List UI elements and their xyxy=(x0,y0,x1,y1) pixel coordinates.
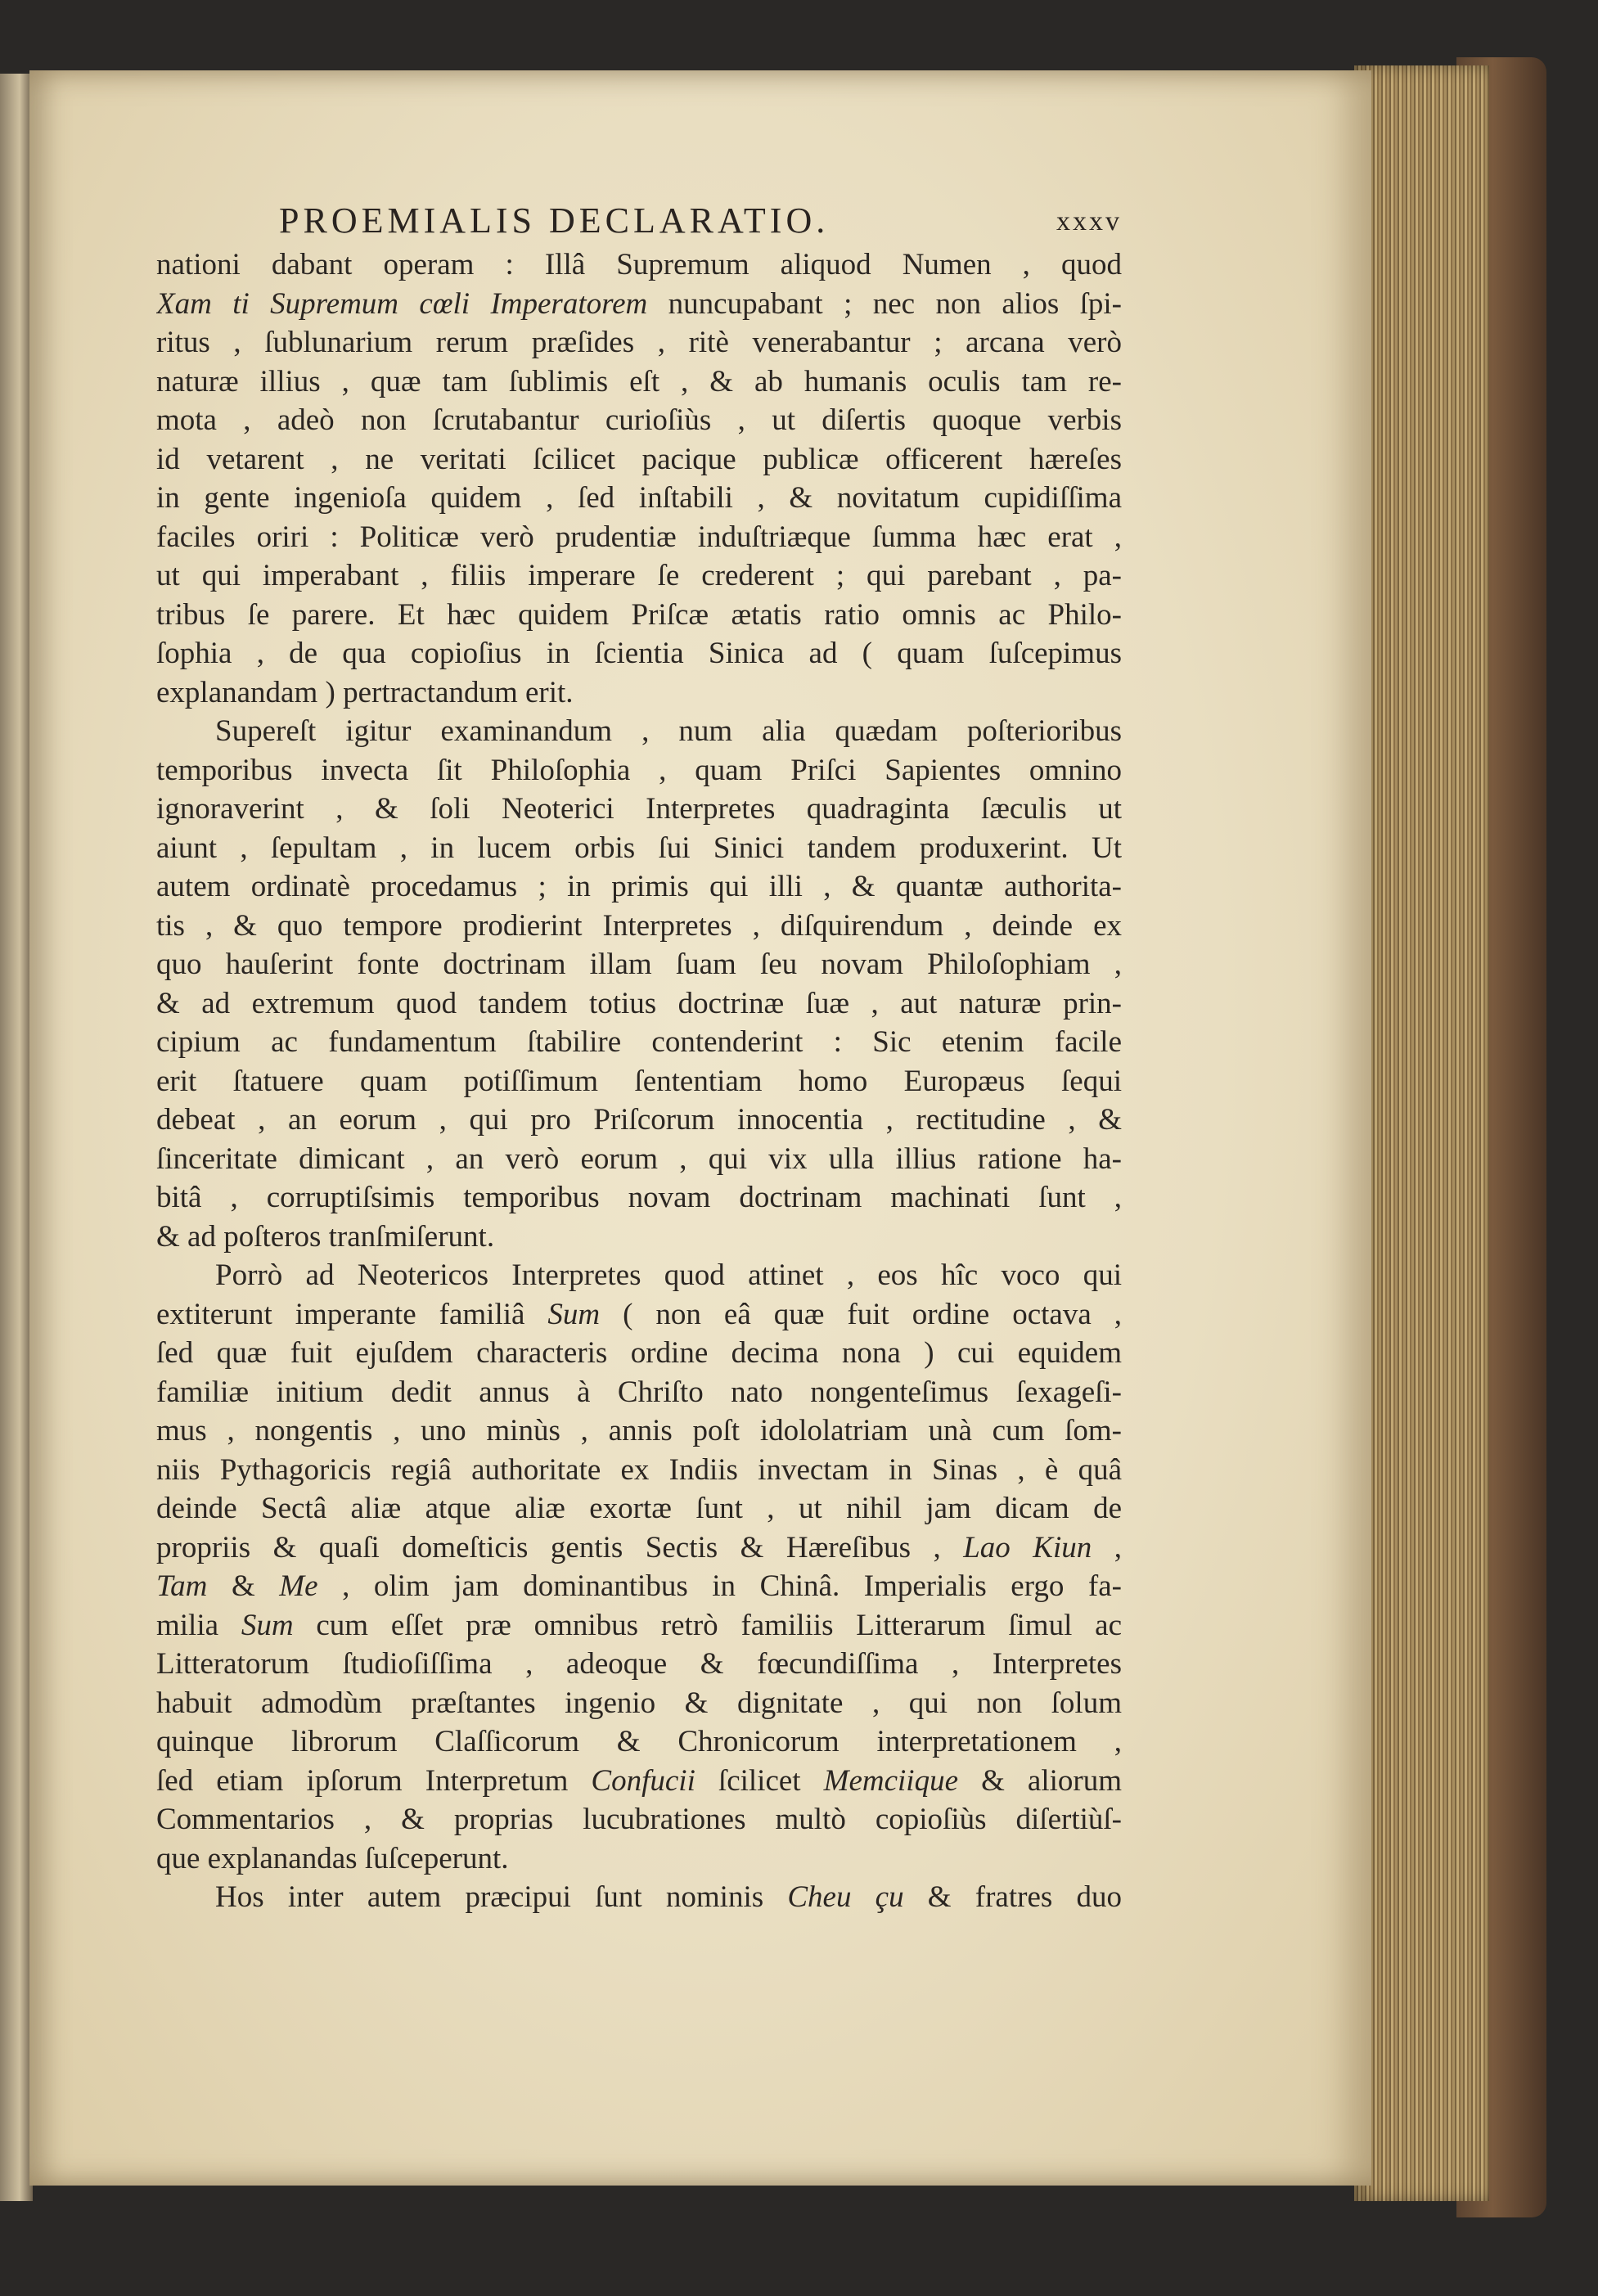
text-segment: ( non eâ quæ fuit ordine octava , xyxy=(600,1297,1122,1331)
text-segment: & xyxy=(207,1569,280,1603)
text-line xyxy=(156,634,1122,673)
text-line xyxy=(156,1839,1122,1879)
text-line xyxy=(156,1140,1122,1179)
text-line xyxy=(156,556,1122,596)
text-segment: que explanandas ſuſceperunt. xyxy=(156,1841,509,1875)
text-segment: & aliorum xyxy=(958,1763,1122,1798)
text-line xyxy=(156,285,1122,324)
text-segment: ſophia , de qua copioſius in ſcientia Sinica ad ( quam ſuſcepimus xyxy=(156,637,1122,670)
text-segment: bitâ , corruptiſsimis temporibus novam doctrinam machinati ſunt , xyxy=(156,1181,1122,1214)
body-text xyxy=(156,245,1122,1917)
text-line xyxy=(156,440,1122,479)
text-segment: quinque librorum Claſſicorum & Chronicorum interpretationem , xyxy=(156,1725,1122,1758)
text-segment: ſed etiam ipſorum Interpretum xyxy=(156,1763,592,1798)
text-segment: ſcilicet xyxy=(695,1763,824,1798)
text-line xyxy=(156,829,1122,868)
text-segment: mota , adeò non ſcrutabantur curioſiùs , ut diſertis quoque verbis xyxy=(156,403,1122,437)
paragraph xyxy=(156,1878,1122,1917)
text-line xyxy=(156,1178,1122,1218)
text-line xyxy=(156,1645,1122,1684)
text-line xyxy=(156,1684,1122,1723)
text-line xyxy=(156,518,1122,557)
text-line xyxy=(156,673,1122,713)
text-line xyxy=(156,945,1122,984)
text-line xyxy=(156,1101,1122,1140)
text-segment: habuit admodùm præſtantes ingenio & dignitate , qui non ſolum xyxy=(156,1686,1122,1720)
text-line xyxy=(156,245,1122,285)
text-line xyxy=(156,907,1122,946)
text-segment: erit ſtatuere quam potiſſimum ſententiam homo Europæus ſequi xyxy=(156,1064,1122,1098)
text-line xyxy=(156,1528,1122,1568)
text-line xyxy=(156,1762,1122,1801)
text-segment: debeat , an eorum , qui pro Priſcorum innocentia , rectitudine , & xyxy=(156,1103,1122,1137)
text-segment: Porrò ad Neotericos Interpretes quod attinet , eos hîc voco qui xyxy=(215,1258,1122,1292)
text-segment: ſinceritate dimicant , an verò eorum , qui vix ulla illius ratione ha- xyxy=(156,1141,1122,1176)
text-segment: naturæ illius , quæ tam ſublimis eſt , & ab humanis oculis tam re- xyxy=(156,364,1122,398)
page-number: xxxv xyxy=(1056,206,1122,236)
running-title: PROEMIALIS DECLARATIO. xyxy=(279,200,830,241)
text-segment: cipium ac fundamentum ſtabilire contenderint : Sic etenim facile xyxy=(156,1025,1122,1059)
text-line xyxy=(156,1800,1122,1839)
italic-name: Tam xyxy=(156,1569,208,1603)
text-line xyxy=(156,1567,1122,1606)
previous-page-edge xyxy=(0,74,33,2201)
text-line xyxy=(156,984,1122,1024)
text-segment: niis Pythagoricis regiâ authoritate ex Indiis invectam in Sinas , è quâ xyxy=(156,1452,1122,1487)
paragraph xyxy=(156,1256,1122,1878)
text-segment: ut qui imperabant , filiis imperare ſe crederent ; qui parebant , pa- xyxy=(156,559,1122,592)
text-segment: , xyxy=(1092,1530,1122,1564)
text-segment: milia xyxy=(156,1608,241,1642)
text-segment: ritus , ſublunarium rerum præſides , ritè venerabantur ; arcana verò xyxy=(156,326,1122,359)
text-segment: quo hauſerint fonte doctrinam illam ſuam ſeu novam Philoſophiam , xyxy=(156,948,1122,981)
italic-name: Lao Kiun xyxy=(963,1530,1092,1564)
text-line xyxy=(156,790,1122,829)
text-line xyxy=(156,1334,1122,1373)
italic-name: Confucii xyxy=(591,1763,695,1798)
text-segment: ignoraverint , & ſoli Neoterici Interpretes quadraginta ſæculis ut xyxy=(156,792,1122,826)
italic-name: Sum xyxy=(547,1297,601,1331)
text-line xyxy=(156,1606,1122,1645)
text-segment: Supereſt igitur examinandum , num alia quædam poſterioribus xyxy=(215,714,1122,748)
text-line xyxy=(156,712,1122,751)
text-segment: cum eſſet præ omnibus retrò familiis Litterarum ſimul ac xyxy=(293,1608,1122,1642)
text-segment: propriis & quaſi domeſticis gentis Sectis & Hæreſibus , xyxy=(156,1530,964,1564)
text-segment: autem ordinatè procedamus ; in primis qui illi , & quantæ authorita- xyxy=(156,870,1122,903)
text-segment: deinde Sectâ aliæ atque aliæ exortæ ſunt , ut nihil jam dicam de xyxy=(156,1492,1122,1525)
text-segment: faciles oriri : Politicæ verò prudentiæ induſtriæque ſumma hæc erat , xyxy=(156,520,1122,554)
text-line xyxy=(156,1295,1122,1335)
text-line xyxy=(156,1218,1122,1257)
text-line xyxy=(156,596,1122,635)
text-line xyxy=(156,1489,1122,1528)
italic-name: Sum xyxy=(241,1608,294,1642)
text-segment: tribus ſe parere. Et hæc quidem Priſcæ ætatis ratio omnis ac Philo- xyxy=(156,597,1122,632)
text-line xyxy=(156,362,1122,402)
text-segment: Commentarios , & proprias lucubrationes multò copioſiùs diſertiùſ- xyxy=(156,1803,1122,1836)
text-line xyxy=(156,1451,1122,1490)
text-line xyxy=(156,479,1122,518)
text-line xyxy=(156,323,1122,362)
italic-name: Me xyxy=(279,1569,318,1603)
text-line xyxy=(156,751,1122,790)
text-line xyxy=(156,867,1122,907)
page-block-edges xyxy=(1354,65,1489,2201)
text-segment: extiterunt imperante familiâ xyxy=(156,1297,548,1331)
text-line xyxy=(156,1023,1122,1062)
text-segment: aiunt , ſepultam , in lucem orbis ſui Sinici tandem produxerint. Ut xyxy=(156,831,1122,865)
text-segment: familiæ initium dedit annus à Chriſto nato nongenteſimus ſexageſi- xyxy=(156,1375,1122,1409)
running-header xyxy=(156,193,1122,242)
italic-name: Memciique xyxy=(823,1763,959,1798)
text-line xyxy=(156,1373,1122,1412)
text-segment: & fratres duo xyxy=(903,1880,1122,1914)
text-segment: explanandam ) pertractandum erit. xyxy=(156,675,574,709)
text-segment: & ad extremum quod tandem totius doctrinæ ſuæ , aut naturæ prin- xyxy=(156,986,1122,1020)
text-line xyxy=(156,1411,1122,1451)
text-segment: Hos inter autem præcipui ſunt nominis xyxy=(215,1880,788,1914)
text-line xyxy=(156,1062,1122,1101)
text-segment: nuncupabant ; nec non alios ſpi- xyxy=(647,286,1122,321)
text-segment: id vetarent , ne veritati ſcilicet pacique publicæ officerent hæreſes xyxy=(156,442,1122,476)
text-line xyxy=(156,1722,1122,1762)
book-page xyxy=(29,70,1371,2186)
text-segment: mus , nongentis , uno minùs , annis poſt idololatriam unà cum ſom- xyxy=(156,1414,1122,1447)
text-segment: Litteratorum ſtudioſiſſima , adeoque & fœcundiſſima , Interpretes xyxy=(156,1647,1122,1681)
text-segment: temporibus invecta ſit Philoſophia , quam Priſci Sapientes omnino xyxy=(156,753,1122,787)
text-segment: ſed quæ fuit ejuſdem characteris ordine decima nona ) cui equidem xyxy=(156,1336,1122,1370)
text-line xyxy=(156,1878,1122,1917)
paragraph xyxy=(156,245,1122,712)
text-segment: , olim jam dominantibus in Chinâ. Imperialis ergo fa- xyxy=(317,1569,1122,1603)
text-line xyxy=(156,1256,1122,1295)
text-segment: in gente ingenioſa quidem , ſed inſtabili , & novitatum cupidiſſima xyxy=(156,481,1122,515)
text-segment: & ad poſteros tranſmiſerunt. xyxy=(156,1219,495,1254)
italic-name: Cheu çu xyxy=(787,1880,904,1914)
italic-name: Xam ti Supremum cœli Imperatorem xyxy=(156,286,648,321)
paragraph xyxy=(156,712,1122,1256)
text-line xyxy=(156,401,1122,440)
text-segment: tis , & quo tempore prodierint Interpretes , diſquirendum , deinde ex xyxy=(156,908,1122,943)
text-segment: nationi dabant operam : Illâ Supremum aliquod Numen , quod xyxy=(156,248,1122,281)
